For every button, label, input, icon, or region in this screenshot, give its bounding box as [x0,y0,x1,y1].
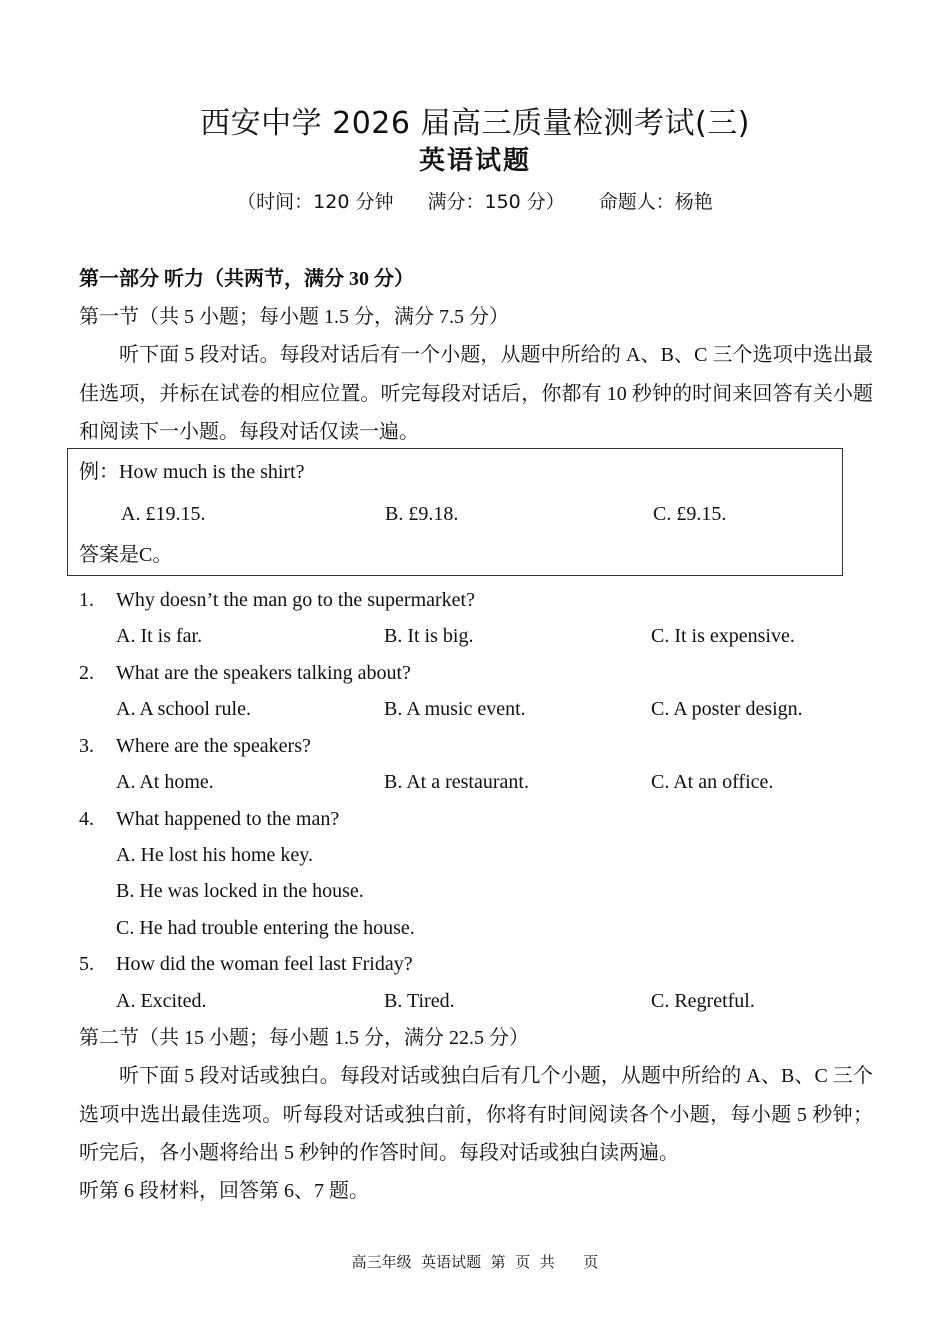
example-option-c: C. £9.15. [653,503,727,525]
section2-sub: 听第 6 段材料，回答第 6、7 题。 [79,1180,369,1202]
exam-author: 命题人：杨艳 [598,191,713,213]
option-a: A. At home. [116,771,214,793]
section2-heading: 第二节（共 15 小题；每小题 1.5 分，满分 22.5 分） [79,1027,529,1049]
option-b: B. He was locked in the house. [116,880,364,902]
question-number: 3. [79,735,94,757]
option-c: C. A poster design. [651,698,803,720]
example-answer: 答案是C。 [79,544,173,566]
section2-instructions: 听下面 5 段对话或独白。每段对话或独白后有几个小题，从题中所给的 A、B、C 三个选项中选出最佳选项。听每段对话或独白前，你将有时间阅读各个小题，每小题 5 秒钟；听完后，各小题将给出 5 秒钟的作答时间。每段对话或独白读两遍。 [79,1065,873,1164]
section1-heading: 第一节（共 5 小题；每小题 1.5 分，满分 7.5 分） [79,306,509,328]
option-a: A. He lost his home key. [116,844,314,866]
question-text: Where are the speakers? [116,735,311,757]
option-c: C. It is expensive. [651,625,795,647]
section1-instructions: 听下面 5 段对话。每段对话后有一个小题，从题中所给的 A、B、C 三个选项中选出最佳选项，并标在试卷的相应位置。听完每段对话后，你都有 10 秒钟的时间来回答有关小题和阅读下一小题。每段对话仅读一遍。 [79,344,873,443]
example-question: 例：How much is the shirt? [79,461,305,483]
option-a: A. Excited. [116,990,207,1012]
exam-title: 西安中学 2026 届高三质量检测考试(三) [200,106,750,141]
question-text: How did the woman feel last Friday? [116,953,413,975]
example-option-a: A. £19.15. [121,503,206,525]
option-a: A. A school rule. [116,698,251,720]
option-c: C. He had trouble entering the house. [116,917,415,939]
question-text: What happened to the man? [116,808,340,830]
exam-score: 满分：150 分） [427,191,565,213]
question-text: What are the speakers talking about? [116,662,411,684]
example-option-b: B. £9.18. [385,503,459,525]
option-c: C. At an office. [651,771,774,793]
question-number: 4. [79,808,94,830]
question-text: Why doesn’t the man go to the supermarket? [116,589,475,611]
option-b: B. Tired. [384,990,455,1012]
page-footer: 高三年级 英语试题 第 页 共 页 [351,1253,599,1271]
question-number: 2. [79,662,94,684]
option-c: C. Regretful. [651,990,755,1012]
option-b: B. It is big. [384,625,474,647]
question-number: 5. [79,953,94,975]
exam-meta [0,188,950,216]
option-a: A. It is far. [116,625,203,647]
option-b: B. A music event. [384,698,526,720]
exam-time: （时间：120 分钟 [237,191,394,213]
part1-heading: 第一部分 听力（共两节，满分 30 分） [79,268,414,290]
question-number: 1. [79,589,94,611]
exam-subtitle: 英语试题 [418,146,531,176]
option-b: B. At a restaurant. [384,771,529,793]
